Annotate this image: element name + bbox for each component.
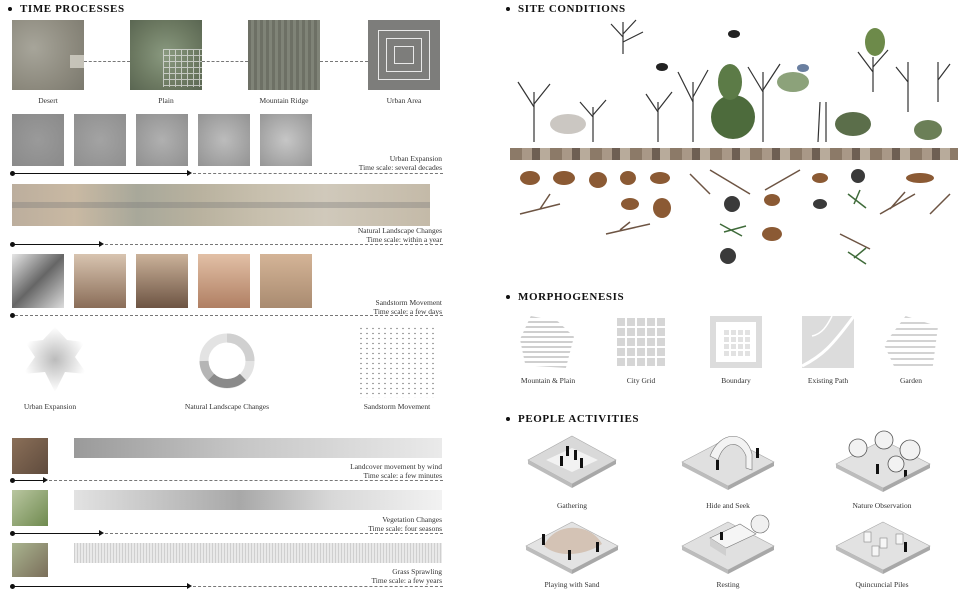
- vegetation-remaining: [105, 533, 443, 534]
- urban-expansion-title: Urban Expansion: [389, 154, 442, 163]
- mountain-ridge-label: Mountain Ridge: [259, 96, 309, 105]
- landcover-gradient-strip: [74, 438, 442, 458]
- grass-timeline: [13, 586, 189, 587]
- gathering-diagram: [526, 434, 618, 496]
- landscape-changes-ring: [198, 332, 256, 390]
- landscape-changes-timeline: [13, 244, 101, 245]
- bullet-icon: [8, 7, 12, 11]
- vegetation-gradient-strip: [74, 490, 442, 510]
- landscape-changes-title: Natural Landscape Changes: [357, 226, 442, 235]
- morph-boundary-label: Boundary: [721, 376, 751, 385]
- tree-collage: [508, 12, 960, 144]
- sandstorm-photo-1: [12, 254, 64, 308]
- urban-expansion-timeline: [13, 173, 189, 174]
- sandstorm-photo-4: [198, 254, 250, 308]
- grass-caption: [371, 567, 442, 585]
- texture-strip: [510, 148, 958, 160]
- bullet-icon: [506, 7, 510, 11]
- existing-path-diagram: [802, 316, 854, 368]
- landscape-changes-scale: Time scale: within a year: [366, 235, 442, 244]
- sandstorm-caption: [374, 298, 442, 316]
- urban-expansion-frame-1: [12, 114, 64, 166]
- landscape-changes-caption: [358, 226, 442, 244]
- arrow-right-icon: [187, 583, 192, 589]
- landcover-remaining: [49, 480, 443, 481]
- activity-nature-observation-label: Nature Observation: [852, 501, 912, 510]
- vegetation-caption: [368, 515, 442, 533]
- resting-diagram: [680, 512, 776, 578]
- mountain-plain-diagram: [520, 316, 574, 368]
- people-activities-title: PEOPLE ACTIVITIES: [506, 413, 639, 425]
- activity-hide-and-seek-label: Hide and Seek: [706, 501, 750, 510]
- urban-expansion-frame-4: [198, 114, 250, 166]
- pattern-landscape-label: Natural Landscape Changes: [184, 402, 270, 411]
- grass-gradient-strip: [74, 543, 442, 563]
- morph-city-grid-label: City Grid: [626, 376, 656, 385]
- arrow-right-icon: [187, 170, 192, 176]
- ridge-urban-connector: [320, 61, 368, 62]
- sandstorm-pattern: [358, 326, 436, 398]
- quincuncial-piles-diagram: [834, 516, 932, 578]
- vegetation-timeline: [13, 533, 101, 534]
- sandstorm-scale: Time scale: a few days: [373, 307, 442, 316]
- landscape-changes-remaining: [105, 244, 443, 245]
- grass-title: Grass Sprawling: [392, 567, 442, 576]
- urban-expansion-caption: [359, 154, 442, 172]
- sandstorm-photo-2: [74, 254, 126, 308]
- urban-expansion-remaining: [193, 173, 443, 174]
- grass-scale: Time scale: a few years: [371, 576, 442, 585]
- desert-plain-connector: [84, 61, 130, 62]
- city-grid-diagram: [615, 316, 667, 368]
- arrow-right-icon: [43, 477, 48, 483]
- activity-resting-label: Resting: [716, 580, 740, 589]
- urban-area-image: [368, 20, 440, 90]
- urban-expansion-pattern: [15, 322, 95, 397]
- sandstorm-photo-5: [260, 254, 312, 308]
- arrow-right-icon: [99, 530, 104, 536]
- urban-expansion-scale: Time scale: several decades: [358, 163, 442, 172]
- landcover-caption: [350, 462, 442, 480]
- playing-with-sand-diagram: [524, 516, 620, 578]
- morphogenesis-title: MORPHOGENESIS: [506, 291, 624, 303]
- landcover-title: Landcover movement by wind: [350, 462, 442, 471]
- grass-remaining: [193, 586, 443, 587]
- landcover-photo: [12, 438, 48, 474]
- pattern-urban-label: Urban Expansion: [23, 402, 77, 411]
- plain-ridge-connector: [202, 61, 248, 62]
- morph-garden-label: Garden: [899, 376, 923, 385]
- landcover-scale: Time scale: a few minutes: [363, 471, 442, 480]
- activity-quincuncial-piles-label: Quincuncial Piles: [855, 580, 909, 589]
- garden-diagram: [884, 316, 938, 368]
- urban-expansion-frame-5: [260, 114, 312, 166]
- sandstorm-photo-3: [136, 254, 188, 308]
- vegetation-title: Vegetation Changes: [382, 515, 442, 524]
- arrow-right-icon: [99, 241, 104, 247]
- bullet-icon: [506, 417, 510, 421]
- morph-mountain-plain-label: Mountain & Plain: [520, 376, 576, 385]
- desert-highlight: [70, 55, 84, 68]
- time-processes-title: TIME PROCESSES: [8, 3, 125, 15]
- bullet-icon: [506, 295, 510, 299]
- landcover-timeline: [13, 480, 45, 481]
- pattern-sandstorm-label: Sandstorm Movement: [363, 402, 431, 411]
- sandstorm-title: Sandstorm Movement: [375, 298, 442, 307]
- landscape-panorama: [12, 184, 430, 226]
- hide-and-seek-diagram: [680, 430, 776, 496]
- activity-gathering-label: Gathering: [557, 501, 587, 510]
- plain-grid: [163, 49, 202, 87]
- site-conditions-title: SITE CONDITIONS: [506, 3, 626, 15]
- nature-observation-diagram: [834, 430, 932, 496]
- vegetation-photo: [12, 490, 48, 526]
- natural-objects-collage: [510, 164, 958, 270]
- urban-expansion-frame-3: [136, 114, 188, 166]
- urban-area-label: Urban Area: [386, 96, 422, 105]
- plain-label: Plain: [158, 96, 174, 105]
- urban-expansion-frame-2: [74, 114, 126, 166]
- sandstorm-timeline: [15, 315, 443, 316]
- morph-existing-path-label: Existing Path: [807, 376, 849, 385]
- mountain-ridge-image: [248, 20, 320, 90]
- grass-photo: [12, 543, 48, 577]
- boundary-diagram: [710, 316, 762, 368]
- activity-playing-with-sand-label: Playing with Sand: [544, 580, 600, 589]
- vegetation-scale: Time scale: four seasons: [368, 524, 442, 533]
- desert-label: Desert: [38, 96, 58, 105]
